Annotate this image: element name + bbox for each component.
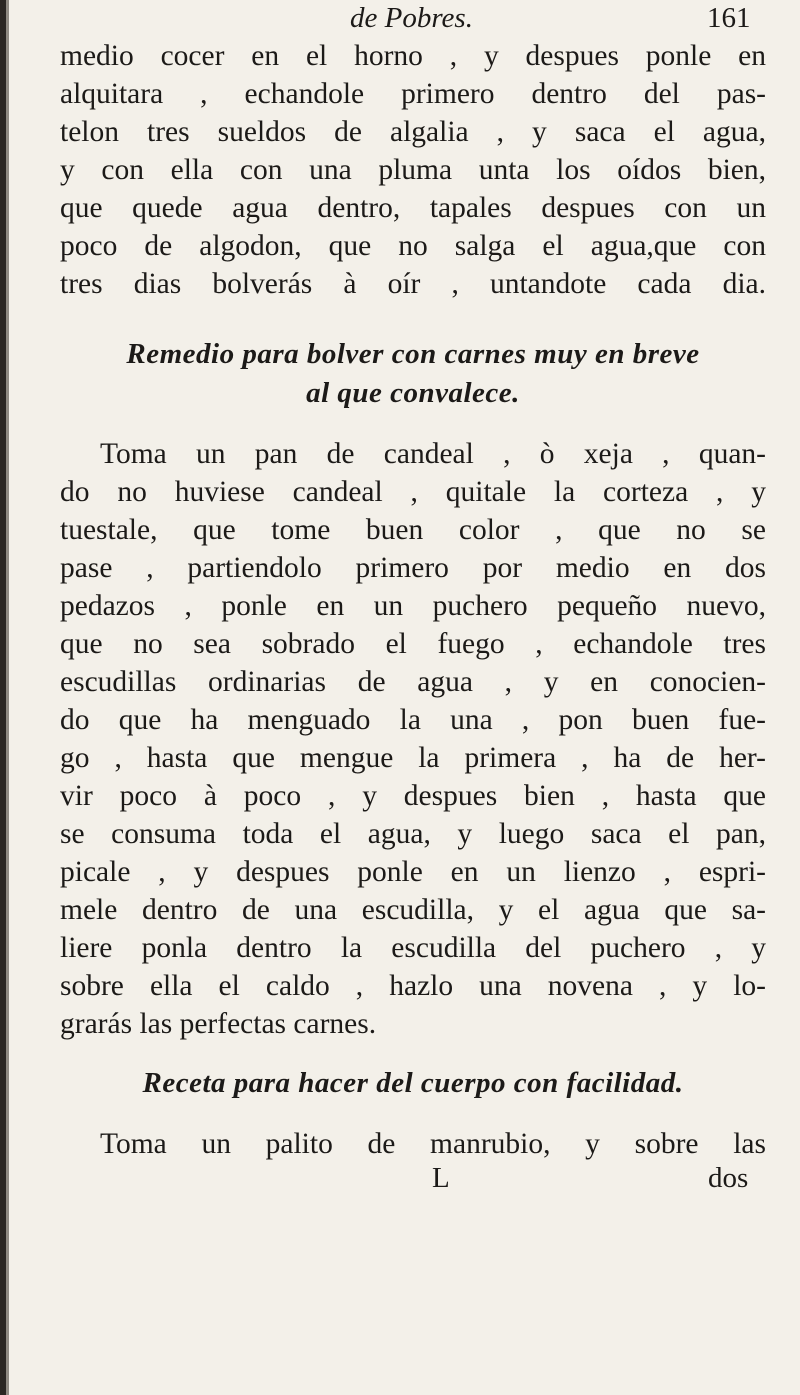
text-line: picale , y despues ponle en un lienzo , espri- — [60, 856, 766, 888]
text-line: Toma un pan de candeal , ò xeja , quan- — [100, 438, 766, 470]
text-line: Toma un palito de manrubio, y sobre las — [100, 1128, 766, 1160]
section-heading-1-line-2: al que convalece. — [306, 377, 520, 409]
text-line: telon tres sueldos de algalia , y saca el agua, — [60, 116, 766, 148]
running-title: de Pobres. — [350, 2, 473, 34]
text-line: pedazos , ponle en un puchero pequeño nuevo, — [60, 590, 766, 622]
text-line: do no huviese candeal , quitale la corteza , y — [60, 476, 766, 508]
text-line: do que ha menguado la una , pon buen fue- — [60, 704, 766, 736]
signature-mark: L — [432, 1162, 450, 1194]
text-line: tuestale, que tome buen color , que no se — [60, 514, 766, 546]
text-line: se consuma toda el agua, y luego saca el pan, — [60, 818, 766, 850]
page-edge-shadow — [6, 0, 9, 1395]
text-line: medio cocer en el horno , y despues ponle en — [60, 40, 766, 72]
text-line: vir poco à poco , y despues bien , hasta que — [60, 780, 766, 812]
text-line: grarás las perfectas carnes. — [60, 1008, 377, 1040]
section-heading-2: Receta para hacer del cuerpo con facilidad. — [142, 1067, 684, 1099]
text-line: escudillas ordinarias de agua , y en conocien- — [60, 666, 766, 698]
section-heading-1-line-1: Remedio para bolver con carnes muy en breve — [126, 338, 700, 370]
text-line: sobre ella el caldo , hazlo una novena , y lo- — [60, 970, 766, 1002]
page-number: 161 — [707, 2, 751, 34]
text-line: y con ella con una pluma unta los oídos bien, — [60, 154, 766, 186]
text-line: pase , partiendolo primero por medio en dos — [60, 552, 766, 584]
text-line: que no sea sobrado el fuego , echandole tres — [60, 628, 766, 660]
catchword: dos — [708, 1162, 749, 1194]
text-line: poco de algodon, que no salga el agua,que con — [60, 230, 766, 262]
text-line: tres dias bolverás à oír , untandote cada dia. — [60, 268, 766, 300]
text-line: mele dentro de una escudilla, y el agua que sa- — [60, 894, 766, 926]
text-line: go , hasta que mengue la primera , ha de her- — [60, 742, 766, 774]
text-line: que quede agua dentro, tapales despues con un — [60, 192, 766, 224]
text-line: alquitara , echandole primero dentro del pas- — [60, 78, 766, 110]
text-line: liere ponla dentro la escudilla del puchero , y — [60, 932, 766, 964]
